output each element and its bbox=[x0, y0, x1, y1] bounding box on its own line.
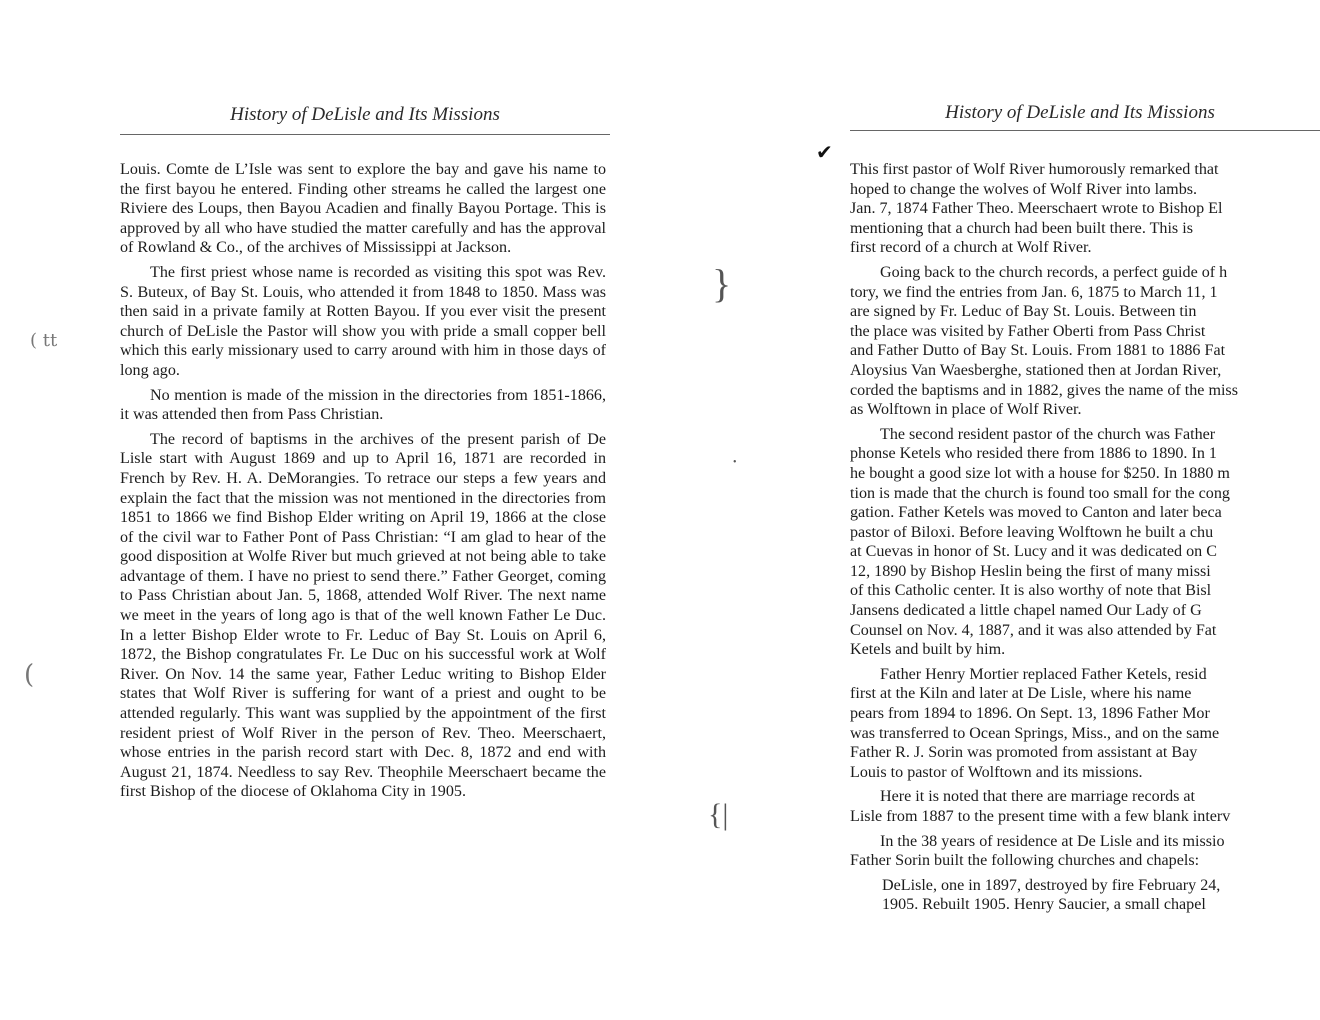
gutter-mark: } bbox=[712, 261, 732, 306]
header-rule bbox=[120, 134, 610, 135]
text-line: In the 38 years of residence at De Lisle and its missio bbox=[880, 832, 1225, 850]
paragraph: Louis. Comte de L’Isle was sent to explore the bay and gave his name to the first bayou he entered. Finding other streams he called the largest one Riviere des Loups, then Bayou Acadien and finally Bayou Portage. This is approved by all who have studied the matter carefully and has the approval of Rowland & Co., of the archives of Mississippi at Jackson. bbox=[120, 161, 606, 257]
text-line: and Father Dutto of Bay St. Louis. From 1881 to 1886 Fat bbox=[850, 342, 1226, 360]
paragraph: The record of baptisms in the archives of the present parish of De Lisle start with August 1869 and up to April 16, 1871 are recorded in French by Rev. H. A. DeMorangies. To retrace our steps a few years and explain the fact that the mission was not mentioned in the directories from 1851 to 1866 we find Bishop Elder writing on April 19, 1866 at the close of the civil war to Father Pont of Pass Christian: “I am glad to hear of the good disposition at Wolfe River but much grieved at not being able to take advantage of them. I have no priest to send there.” Father Georget, coming to Pass Christian about Jan. 5, 1868, attended Wolf River. The next name we meet in the years of long ago is that of the well known Father Le Duc. In a letter Bishop Elder wrote to Fr. Leduc of Bay St. Louis on April 6, 1872, the Bishop congratulates Fr. Le Duc on his successful work at Wolf River. On Nov. 14 the same year, Father Leduc writing to Bishop Elder states that Wolf River is suffering for want of a priest and ought to be attended regularly. This want was supplied by the appointment of the first resident priest of Wolf River in the person of Rev. Theo. Meerschaert, whose entries in the parish record start with Dec. 8, 1872 and end with August 21, 1874. Needless to say Rev. Theophile Meerschaert became the first Bishop of the diocese of Oklahoma City in 1905. bbox=[120, 430, 606, 801]
text-line: pears from 1894 to 1896. On Sept. 13, 1896 Father Mor bbox=[850, 705, 1210, 723]
running-head: History of DeLisle and Its Missions bbox=[230, 104, 500, 125]
text-line: mentioning that a church had been built there. This is bbox=[850, 219, 1193, 237]
paragraph bbox=[850, 665, 1320, 783]
text-line: corded the baptisms and in 1882, gives the name of the miss bbox=[850, 381, 1238, 399]
text-line: are signed by Fr. Leduc of Bay St. Louis. Between tin bbox=[850, 303, 1197, 321]
text-line: phonse Ketels who resided there from 1886 to 1890. In 1 bbox=[850, 445, 1217, 463]
text-line: 12, 1890 by Bishop Heslin being the first of many missi bbox=[850, 562, 1211, 580]
gutter-dot: • bbox=[733, 457, 737, 468]
text-line: Father Henry Mortier replaced Father Ketels, resid bbox=[880, 665, 1207, 683]
text-line: first at the Kiln and later at De Lisle, where his name bbox=[850, 685, 1192, 703]
text-line: pastor of Biloxi. Before leaving Wolftown he built a chu bbox=[850, 523, 1214, 541]
pen-mark: ✔ bbox=[816, 140, 833, 164]
paragraph bbox=[850, 425, 1320, 660]
text-line: at Cuevas in honor of St. Lucy and it was dedicated on C bbox=[850, 543, 1217, 561]
margin-note: ( tt bbox=[30, 330, 58, 351]
text-line: the place was visited by Father Oberti from Pass Christ bbox=[850, 322, 1206, 340]
paragraph bbox=[850, 832, 1320, 871]
text-line: tion is made that the church is found too small for the cong bbox=[850, 484, 1230, 502]
text-line: Going back to the church records, a perfect guide of h bbox=[880, 263, 1228, 281]
text-line: DeLisle, one in 1897, destroyed by fire February 24, bbox=[882, 876, 1221, 894]
text-line: hoped to change the wolves of Wolf River into lambs. bbox=[850, 180, 1198, 198]
text-line: This first pastor of Wolf River humorously remarked that bbox=[850, 161, 1219, 178]
paragraph bbox=[850, 263, 1320, 420]
text-line: tory, we find the entries from Jan. 6, 1875 to March 11, 1 bbox=[850, 283, 1218, 301]
text-line: 1905. Rebuilt 1905. Henry Saucier, a small chapel bbox=[882, 896, 1206, 914]
text-line: gation. Father Ketels was moved to Canton and later beca bbox=[850, 504, 1222, 522]
text-line: Lisle from 1887 to the present time with a few blank interv bbox=[850, 808, 1231, 825]
text-line: Jan. 7, 1874 Father Theo. Meerschaert wrote to Bishop El bbox=[850, 200, 1223, 218]
text-line: Jansens dedicated a little chapel named Our Lady of G bbox=[850, 602, 1202, 620]
header-rule bbox=[850, 130, 1320, 131]
paragraph bbox=[850, 876, 1320, 915]
right-page bbox=[660, 0, 1320, 1020]
text-line: Father Sorin built the following churches and chapels: bbox=[850, 852, 1200, 870]
text-line: was transferred to Ocean Springs, Miss., and on the same bbox=[850, 724, 1220, 742]
text-line: Here it is noted that there are marriage records at bbox=[880, 788, 1196, 806]
text-line: Counsel on Nov. 4, 1887, and it was also attended by Fat bbox=[850, 621, 1217, 639]
text-line: The second resident pastor of the church was Father bbox=[880, 425, 1216, 443]
text-line: Father R. J. Sorin was promoted from assistant at Bay bbox=[850, 744, 1198, 762]
text-line: Louis to pastor of Wolftown and its missions. bbox=[850, 763, 1143, 781]
paragraph: The first priest whose name is recorded as visiting this spot was Rev. S. Buteux, of Bay St. Louis, who attended it from 1848 to 1850. Mass was then said in a private family at Rotten Bayou. If you ever visit the present church of DeLisle the Pastor will show you with pride a small copper bell which this early missionary used to carry around with him in those days of long ago. bbox=[120, 263, 606, 379]
paragraph bbox=[850, 160, 1320, 258]
text-line: as Wolftown in place of Wolf River. bbox=[850, 401, 1082, 419]
paragraph bbox=[850, 787, 1320, 826]
right-body-text bbox=[850, 160, 1320, 915]
text-line: first record of a church at Wolf River. bbox=[850, 239, 1092, 257]
text-line: he bought a good size lot with a house for $250. In 1880 m bbox=[850, 464, 1230, 482]
text-line: of this Catholic center. It is also worthy of note that Bisl bbox=[850, 582, 1212, 600]
running-head: History of DeLisle and Its Missions bbox=[945, 102, 1215, 123]
text-line: Ketels and built by him. bbox=[850, 641, 1006, 659]
margin-bracket: ( bbox=[24, 660, 35, 690]
left-body-text bbox=[120, 160, 606, 802]
gutter-mark: {| bbox=[708, 798, 729, 831]
text-line: Aloysius Van Waesberghe, stationed then at Jordan River, bbox=[850, 361, 1222, 379]
paragraph: No mention is made of the mission in the directories from 1851-1866, it was attended then from Pass Christian. bbox=[120, 386, 606, 424]
